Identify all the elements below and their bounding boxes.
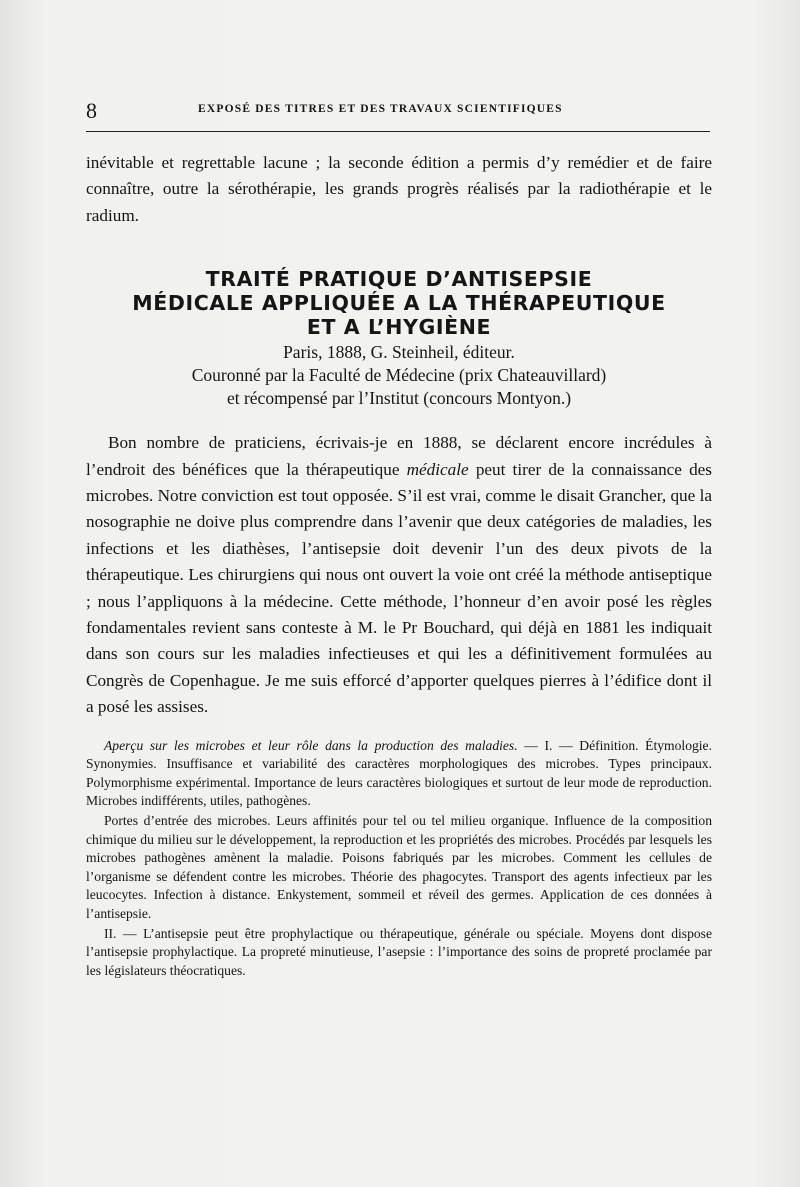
running-head: EXPOSÉ DES TITRES ET DES TRAVAUX SCIENTIFIQUES: [198, 103, 563, 115]
main-text-italic: médicale: [406, 459, 469, 479]
header-rule: [86, 131, 710, 132]
summary-paragraph-2: Portes d’entrée des microbes. Leurs affinités pour tel ou tel milieu organique. Influence de la composition chimique du milieu sur le développement, la reproduction et les propriétés des microbes. Procédés par lesquels les microbes pathogènes amènent la maladie. Poisons fabriqués par les microbes. Comment les cellules de l’organisme se défendent contre les microbes. Théorie des phagocytes. Transport des agents infectieux par les leucocytes. Infection à distance. Enkystement, sommeil et réveil des germes. Application de ces données à l’antisepsie.: [86, 813, 712, 922]
summary-heading-italic: Aperçu sur les microbes et leur rôle dans la production des maladies.: [104, 737, 518, 753]
main-text-part-2: peut tirer de la connaissance des microbes. Notre conviction est tout opposée. S’il est vrai, comme le disait Grancher, que la nosographie ne doive plus comprendre dans l’avenir que deux catégories de maladies, les infections et les diathèses, l’antisepsie doit devenir l’un des deux pivots de la thérapeutique. Les chirurgiens qui nous ont ouvert la voie ont créé la méthode antiseptique ; nous l’appliquons à la médecine. Cette méthode, l’honneur d’en avoir posé les règles fondamentales revient sans conteste à M. le Pr Bouchard, qui déjà en 1881 les indiquait dans son cours sur les maladies infectieuses et qui les a définitivement formulées au Congrès de Copenhague. Je me suis efforcé d’apporter quelques pierres à l’édifice dont il a posé les assises.: [86, 459, 712, 717]
summary-section: [86, 737, 712, 981]
section-title: [86, 267, 712, 339]
main-text-part-1: Bon nombre de praticiens, écrivais-je en 1888, se déclarent encore incrédules à l’endroit des bénéfices que la thérapeutique: [86, 433, 712, 479]
main-paragraph: [86, 430, 712, 720]
summary-paragraph-3: II. — L’antisepsie peut être prophylactique ou thérapeutique, générale ou spéciale. Moyens dont dispose l’antisepsie prophylactique. La propreté minutieuse, l’asepsie : l’importance des soins de propreté proclamée par les législateurs théocratiques.: [86, 925, 712, 978]
section-title-line-2: MÉDICALE APPLIQUÉE A LA THÉRAPEUTIQUE: [132, 291, 666, 316]
publication-place-date: Paris, 1888, G. Steinheil, éditeur.: [283, 342, 515, 363]
award-line-1: Couronné par la Faculté de Médecine (prix Chateauvillard): [191, 365, 607, 386]
publication-info: [86, 341, 712, 410]
summary-text-1: — I. — Définition. Étymologie. Synonymies. Insuffisance et variabilité des caractères morphologiques des microbes. Types principaux. Polymorphisme expérimental. Importance de leurs caractères biologiques et surtout de leur mode de reproduction. Microbes indifférents, utiles, pathogènes.: [86, 737, 712, 809]
page-header: [86, 98, 710, 128]
intro-paragraph: inévitable et regrettable lacune ; la seconde édition a permis d’y remédier et de faire connaître, outre la sérothérapie, les grands progrès réalisés par la radiothérapie et le radium.: [86, 153, 712, 225]
section-title-line-3: ET A L’HYGIÈNE: [306, 315, 492, 340]
page-content: [86, 150, 712, 980]
summary-paragraph-1: [86, 737, 712, 811]
page-number: 8: [86, 98, 97, 123]
award-line-2: et récompensé par l’Institut (concours Montyon.): [226, 388, 572, 409]
section-title-line-1: TRAITÉ PRATIQUE D’ANTISEPSIE: [205, 267, 593, 292]
